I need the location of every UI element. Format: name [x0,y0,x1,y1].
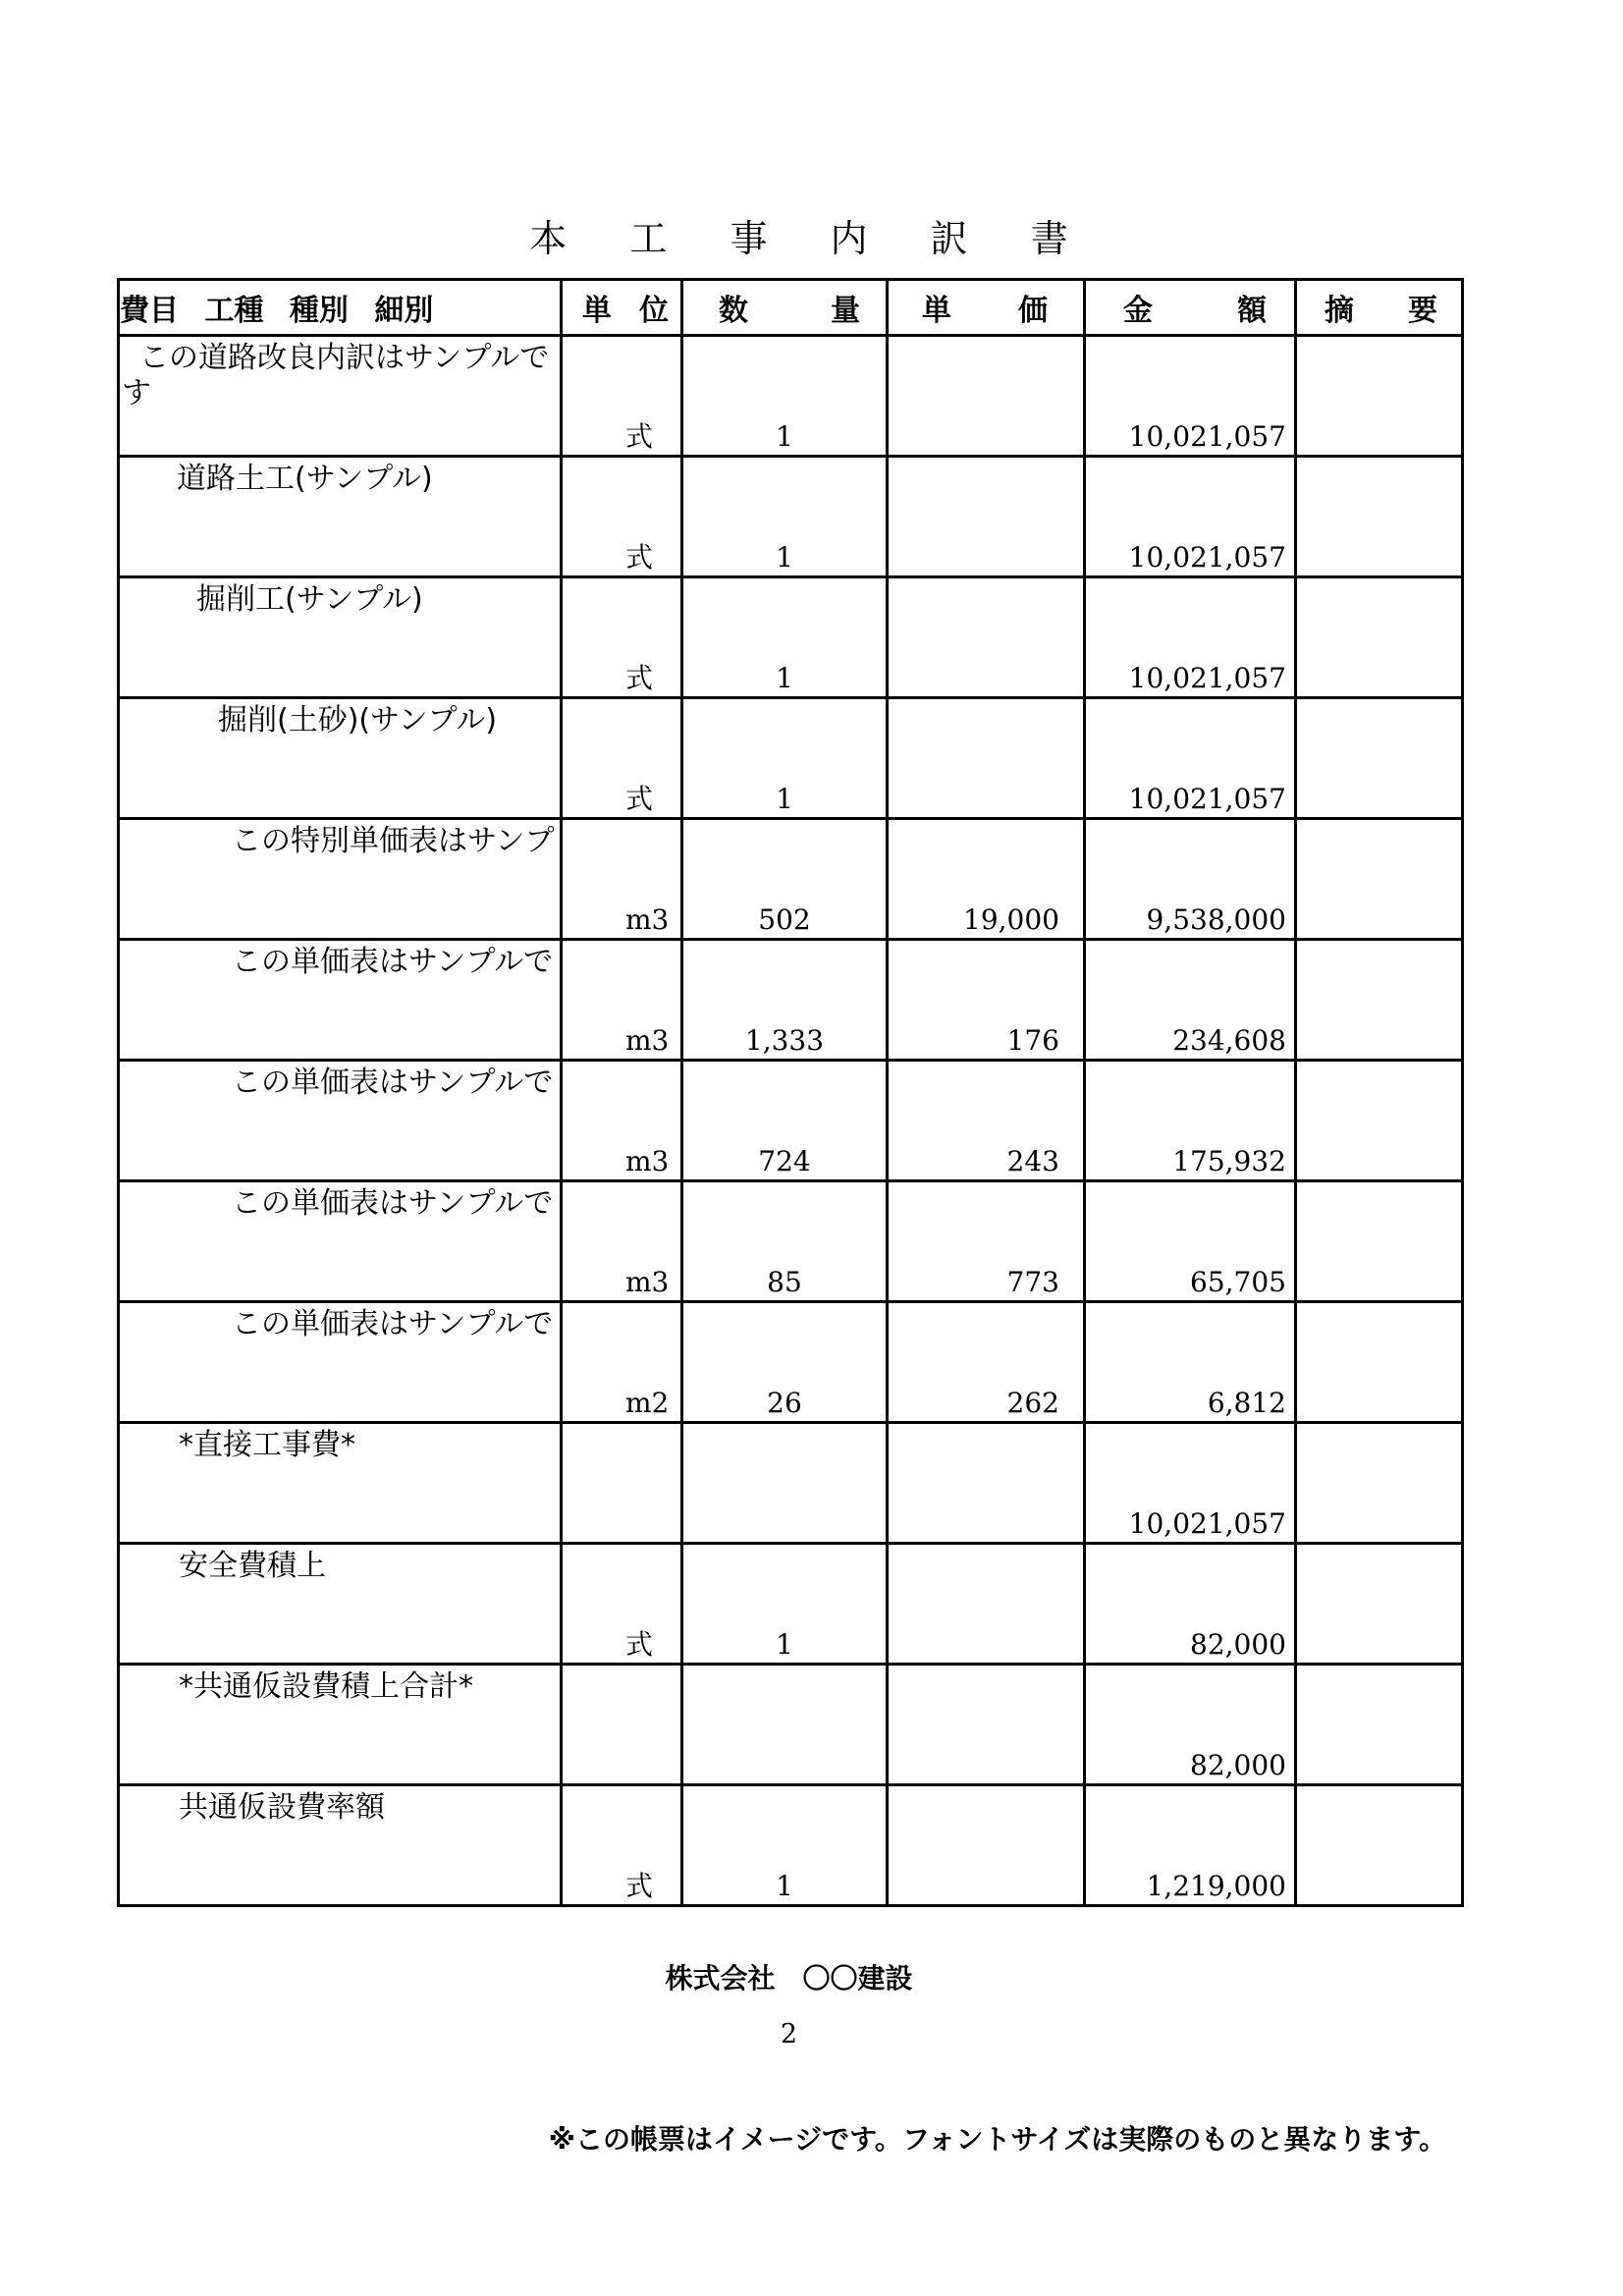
row-unit-price: 176 [1006,1024,1059,1057]
row-amount-cell [1085,577,1296,698]
row-quantity: 1 [776,420,793,453]
row-quantity: 724 [758,1145,811,1177]
row-quantity: 502 [758,903,811,936]
row-unit-cell [562,577,682,698]
row-amount: 10,021,057 [1128,541,1286,574]
breakdown-table [117,278,1464,1907]
table-row [119,1665,1463,1785]
row-name: 共通仮設費率額 [179,1790,385,1825]
row-amount: 1,219,000 [1146,1870,1286,1902]
row-quantity-cell [682,577,888,698]
row-name: *共通仮設費積上合計* [179,1669,473,1704]
row-name-cell [119,1544,562,1665]
row-unit-cell [562,1061,682,1181]
row-quantity-cell [682,457,888,577]
row-amount-cell [1085,1544,1296,1665]
row-name-cell [119,1061,562,1181]
row-quantity-cell [682,1423,888,1544]
table-row [119,1544,1463,1665]
row-remarks-cell [1296,698,1463,819]
row-unit: 式 [625,1628,654,1661]
table-row [119,1785,1463,1906]
row-quantity-cell [682,819,888,940]
row-amount: 10,021,057 [1128,420,1286,453]
row-quantity: 1 [776,541,793,574]
row-quantity: 1 [776,1628,793,1661]
header-unit [562,280,682,336]
header-amount [1085,280,1296,336]
row-unit-price-cell [888,457,1085,577]
row-unit-price-cell [888,1544,1085,1665]
row-unit-price-cell [888,1785,1085,1906]
row-name: 道路土工(サンプル) [177,462,433,496]
table-row [119,1423,1463,1544]
row-unit-price-cell [888,1665,1085,1785]
row-name: この単価表はサンプルで [232,1186,554,1221]
row-amount-cell [1085,457,1296,577]
row-name: この特別単価表はサンプ [232,824,555,858]
row-unit: m3 [625,903,670,936]
row-name: この道路改良内訳はサンプルです [122,341,550,410]
row-name-cell [119,698,562,819]
row-name-cell [119,1423,562,1544]
header-unit-price [888,280,1085,336]
row-amount: 9,538,000 [1146,903,1286,936]
table-row [119,1302,1463,1423]
table-row [119,1181,1463,1302]
row-quantity-cell [682,1785,888,1906]
document-title: 本 工 事 内 訳 書 [529,217,1094,260]
row-name: 掘削(土砂)(サンプル) [218,703,498,738]
row-name: 掘削工(サンプル) [196,582,423,617]
header-unit-price-2: 価 [1018,294,1048,328]
row-amount-cell [1085,1061,1296,1181]
row-quantity: 1 [776,783,793,815]
row-amount: 82,000 [1190,1628,1286,1661]
row-remarks-cell [1296,457,1463,577]
header-remarks-2: 要 [1408,294,1437,328]
row-unit-price-cell [888,819,1085,940]
row-unit-price: 243 [1006,1145,1059,1177]
row-remarks-cell [1296,819,1463,940]
header-quantity-2: 量 [831,294,860,328]
row-name: この単価表はサンプルで [232,1307,554,1341]
header-unit-price-1: 単 [922,294,951,328]
table-row [119,940,1463,1061]
row-amount-cell [1085,1181,1296,1302]
row-unit: 式 [625,662,654,694]
row-remarks-cell [1296,1061,1463,1181]
header-name: 費目 工種 種別 細別 [119,280,562,336]
row-amount: 10,021,057 [1128,662,1286,694]
header-amount-1: 金 [1123,294,1153,328]
row-quantity-cell [682,1665,888,1785]
row-unit-cell [562,1181,682,1302]
row-unit-cell [562,819,682,940]
table-row [119,577,1463,698]
row-unit-price: 19,000 [963,903,1059,936]
row-unit-price-cell [888,1181,1085,1302]
row-amount: 65,705 [1190,1266,1286,1298]
row-unit-cell [562,1302,682,1423]
header-quantity-1: 数 [719,294,748,328]
row-amount-cell [1085,698,1296,819]
row-unit: m2 [625,1387,670,1419]
row-unit-cell [562,1665,682,1785]
row-remarks-cell [1296,1181,1463,1302]
row-unit-price-cell [888,336,1085,457]
row-name: この単価表はサンプルで [232,945,554,979]
row-remarks-cell [1296,577,1463,698]
table-row [119,1061,1463,1181]
header-unit-1: 単 [582,294,612,328]
row-quantity-cell [682,1302,888,1423]
row-quantity-cell [682,1181,888,1302]
table-row [119,336,1463,457]
row-remarks-cell [1296,1785,1463,1906]
row-remarks-cell [1296,336,1463,457]
row-amount-cell [1085,1423,1296,1544]
row-amount: 10,021,057 [1128,783,1286,815]
row-amount: 6,812 [1207,1387,1286,1419]
disclaimer-note: ※この帳票はイメージです。フォントサイズは実際のものと異なります。 [548,2123,1446,2156]
row-remarks-cell [1296,1544,1463,1665]
row-remarks-cell [1296,940,1463,1061]
row-quantity-cell [682,698,888,819]
row-unit-price-cell [888,698,1085,819]
row-unit-price: 262 [1006,1387,1059,1419]
row-unit: 式 [625,1870,654,1902]
row-unit: 式 [625,420,654,453]
table-row [119,698,1463,819]
row-name: この単価表はサンプルで [232,1066,554,1100]
row-name-cell [119,940,562,1061]
row-unit: m3 [625,1145,670,1177]
row-name-cell [119,1181,562,1302]
row-name: *直接工事費* [179,1428,355,1462]
row-quantity-cell [682,336,888,457]
header-unit-2: 位 [639,294,669,328]
row-unit-cell [562,336,682,457]
header-remarks-1: 摘 [1325,294,1354,328]
row-amount: 175,932 [1172,1145,1286,1177]
row-unit: m3 [625,1024,670,1057]
table-row [119,819,1463,940]
row-quantity: 1 [776,662,793,694]
row-amount-cell [1085,1665,1296,1785]
row-unit: m3 [625,1266,670,1298]
row-unit-price-cell [888,577,1085,698]
row-amount: 10,021,057 [1128,1507,1286,1540]
row-quantity-cell [682,1061,888,1181]
row-quantity: 85 [767,1266,802,1298]
row-unit-price-cell [888,1061,1085,1181]
row-name-cell [119,1302,562,1423]
row-name-cell [119,457,562,577]
row-amount: 234,608 [1172,1024,1286,1057]
row-remarks-cell [1296,1423,1463,1544]
row-name-cell [119,577,562,698]
header-row [119,280,1463,336]
row-quantity: 1 [776,1870,793,1902]
row-unit-cell [562,1544,682,1665]
row-unit-price-cell [888,1423,1085,1544]
row-unit-price-cell [888,940,1085,1061]
row-unit-cell [562,698,682,819]
row-unit-cell [562,457,682,577]
row-amount-cell [1085,1785,1296,1906]
row-unit-cell [562,1423,682,1544]
row-unit-cell [562,1785,682,1906]
row-unit-price-cell [888,1302,1085,1423]
row-quantity: 26 [767,1387,802,1419]
row-quantity: 1,333 [744,1024,825,1057]
page-number: 2 [780,2019,798,2050]
table-row [119,457,1463,577]
header-amount-2: 額 [1237,294,1267,328]
row-amount-cell [1085,940,1296,1061]
row-name-cell [119,1665,562,1785]
row-name-cell [119,336,562,457]
row-remarks-cell [1296,1302,1463,1423]
row-unit-price: 773 [1006,1266,1059,1298]
row-unit: 式 [625,783,654,815]
row-amount-cell [1085,1302,1296,1423]
header-quantity [682,280,888,336]
row-quantity-cell [682,940,888,1061]
row-amount: 82,000 [1190,1749,1286,1781]
row-unit: 式 [625,541,654,574]
row-name-cell [119,819,562,940]
company-name: 株式会社 〇〇建設 [665,1962,913,1995]
row-quantity-cell [682,1544,888,1665]
row-unit-cell [562,940,682,1061]
row-remarks-cell [1296,1665,1463,1785]
row-amount-cell [1085,336,1296,457]
header-remarks [1296,280,1463,336]
row-name: 安全費積上 [179,1549,326,1583]
row-amount-cell [1085,819,1296,940]
row-name-cell [119,1785,562,1906]
